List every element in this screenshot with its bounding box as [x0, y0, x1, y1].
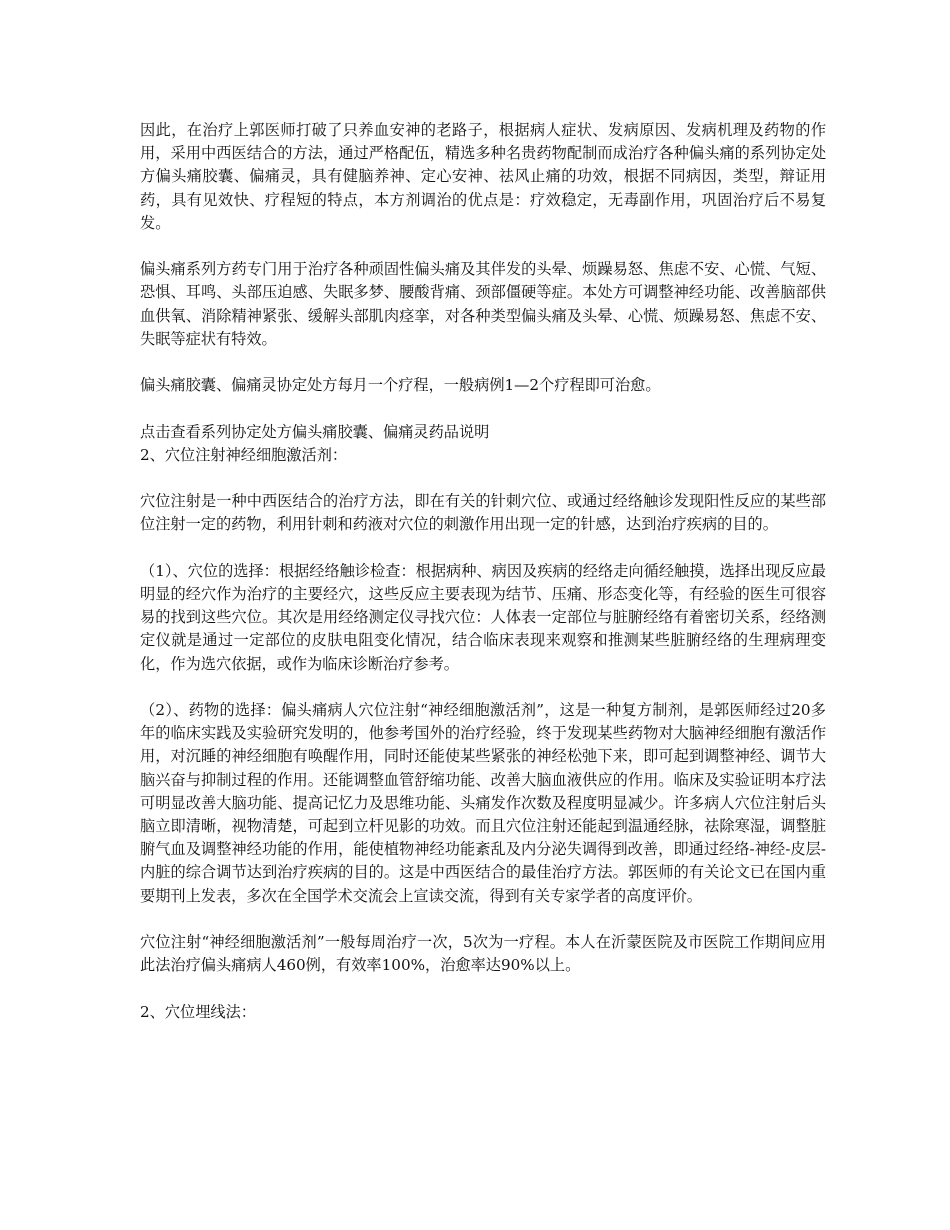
paragraph-drug-selection: （2）、药物的选择：偏头痛病人穴位注射“神经细胞激活剂”，这是一种复方制剂，是郭医师经过20多年的临床实践及实验研究发明的，他参考国外的治疗经验，终于发现某些药物对大脑神经细胞有激活作用，对沉睡的神经细胞有唤醒作用，同时还能使某些紧张的神经松弛下来，即可起到调整神经、调节大脑兴奋与抑制过程的作用。还能调整血管舒缩功能、改善大脑血液供应的作用。临床及实验证明本疗法可明显改善大脑功能、提高记忆力及思维功能、头痛发作次数及程度明显减少。许多病人穴位注射后头脑立即清晰，视物清楚，可起到立杆见影的功效。而且穴位注射还能起到温通经脉，祛除寒湿，调整脏腑气血及调整神经功能的作用，能使植物神经功能紊乱及内分泌失调得到改善，即通过经络-神经-皮层-内脏的综合调节达到治疗疾病的目的。这是中西医结合的最佳治疗方法。郭医师的有关论文已在国内重要期刊上发表，多次在全国学术交流会上宣读交流，得到有关专家学者的高度评价。: [140, 700, 826, 905]
link-drug-instructions[interactable]: 点击查看系列协定处方偏头痛胶囊、偏痛灵药品说明: [140, 422, 490, 441]
paragraph-prescription-indications: 偏头痛系列方药专门用于治疗各种顽固性偏头痛及其伴发的头晕、烦躁易怒、焦虑不安、心慌、气短、恐惧、耳鸣、头部压迫感、失眠多梦、腰酸背痛、颈部僵硬等症。本处方可调整神经功能、改善脑部供血供氧、消除精神紧张、缓解头部肌肉痉挛，对各种类型偏头痛及头晕、心慌、烦躁易怒、焦虑不安、失眠等症状有特效。: [140, 260, 826, 348]
paragraph-injection-results: 穴位注射“神经细胞激活剂”一般每周治疗一次，5次为一疗程。本人在沂蒙医院及市医院工作期间应用此法治疗偏头痛病人460例，有效率100%，治愈率达90%以上。: [140, 933, 826, 975]
paragraph-course-of-treatment: 偏头痛胶囊、偏痛灵协定处方每月一个疗程，一般病例1—2个疗程即可治愈。: [140, 376, 661, 395]
paragraph-treatment-approach: 因此，在治疗上郭医师打破了只养血安神的老路子，根据病人症状、发病原因、发病机理及药物的作用，采用中西医结合的方法，通过严格配伍，精选多种名贵药物配制而成治疗各种偏头痛的系列协定处方偏头痛胶囊、偏痛灵，具有健脑养神、定心安神、祛风止痛的功效，根据不同病因，类型，辩证用药，具有见效快、疗程短的特点，本方剂调治的优点是：疗效稳定，无毒副作用，巩固治疗后不易复发。: [140, 121, 826, 232]
section-heading-acupoint-injection: 2、穴位注射神经细胞激活剂：: [140, 445, 348, 464]
paragraph-acupoint-selection: （1）、穴位的选择：根据经络触诊检查：根据病种、病因及疾病的经络走向循经触摸，选择出现反应最明显的经穴作为治疗的主要经穴，这些反应主要表现为结节、压痛、形态变化等，有经验的医生可很容易的找到这些穴位。其次是用经络测定仪寻找穴位：人体表一定部位与脏腑经络有着密切关系，经络测定仪就是通过一定部位的皮肤电阻变化情况，结合临床表现来观察和推测某些脏腑经络的生理病理变化，作为选穴依据，或作为临床诊断治疗参考。: [140, 561, 826, 673]
paragraph-acupoint-injection-definition: 穴位注射是一种中西医结合的治疗方法，即在有关的针刺穴位、或通过经络触诊发现阳性反应的某些部位注射一定的药物，利用针刺和药液对穴位的刺激作用出现一定的针感，达到治疗疾病的目的。: [140, 492, 826, 534]
document-body: [140, 119, 826, 1024]
section-heading-catgut-embedding: 2、穴位埋线法：: [140, 1002, 256, 1021]
